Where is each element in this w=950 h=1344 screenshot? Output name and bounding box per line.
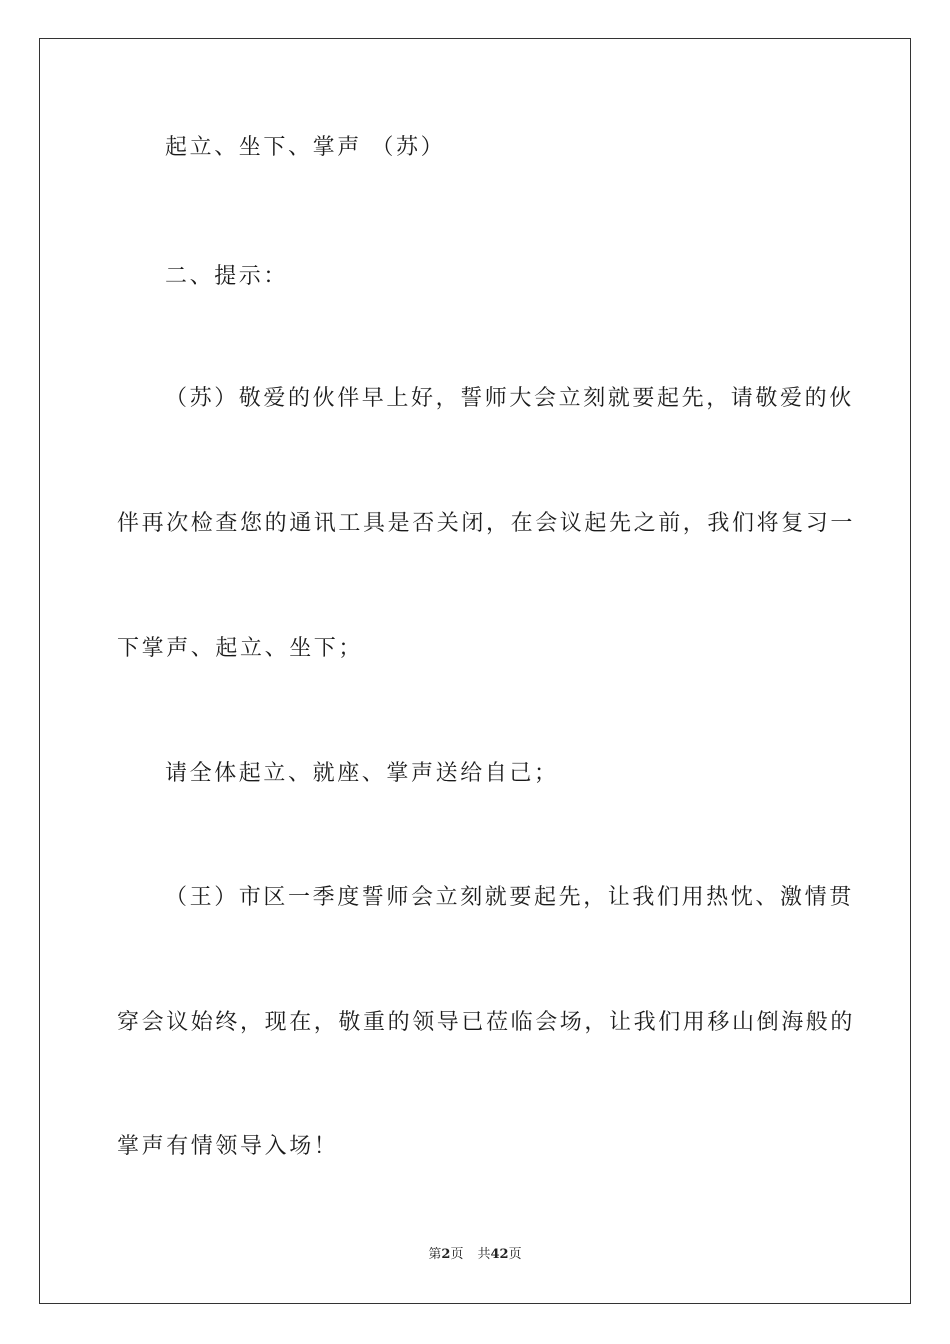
total-suffix: 页 [508,1247,522,1262]
total-pages: 42 [490,1247,509,1262]
paragraph-line: （苏）敬爱的伙伴早上好，誓师大会立刻就要起先，请敬爱的伙 [165,386,854,411]
page-suffix: 页 [450,1247,464,1262]
paragraph-line: 请全体起立、就座、掌声送给自己； [165,761,559,786]
page-border [39,38,911,1304]
total-prefix: 共 [477,1247,491,1262]
paragraph-line: 掌声有情领导入场！ [117,1134,339,1159]
page-prefix: 第 [428,1247,442,1262]
page-number: 2 [441,1247,451,1262]
paragraph-line: 起立、坐下、掌声 （苏） [165,135,446,160]
paragraph-line: 伴再次检查您的通讯工具是否关闭，在会议起先之前，我们将复习一 [117,511,856,536]
paragraph-line: （王）市区一季度誓师会立刻就要起先，让我们用热忱、激情贯 [165,885,854,910]
paragraph-line: 下掌声、起立、坐下； [117,636,364,661]
section-heading: 二、提示： [165,264,289,289]
paragraph-line: 穿会议始终，现在，敬重的领导已莅临会场，让我们用移山倒海般的 [117,1010,856,1035]
page-footer [0,1247,950,1263]
